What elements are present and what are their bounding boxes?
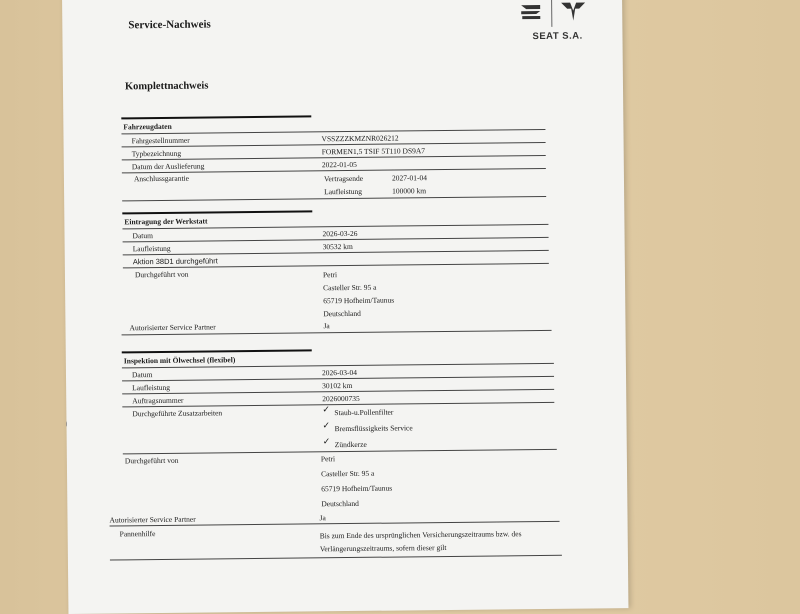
extra-work-item: Staub-u.Pollenfilter — [334, 407, 394, 418]
inspection-performed-by-label: Durchgeführt von — [124, 455, 179, 466]
brand-text: SEAT S.A. — [532, 30, 583, 43]
row-divider — [110, 555, 562, 561]
document-page — [62, 0, 628, 614]
section-title-vehicle: Fahrzeugdaten — [123, 121, 172, 132]
delivery-date-label: Datum der Auslieferung — [131, 161, 205, 172]
guarantee-end-label: Vertragsende — [323, 173, 364, 184]
workshop-date-value: 2026-03-26 — [322, 228, 358, 239]
vin-label: Fahrgestellnummer — [131, 135, 190, 146]
row-divider — [123, 449, 557, 455]
guarantee-end-value: 2027-01-04 — [391, 173, 427, 183]
extra-work-label: Durchgeführte Zusatzarbeiten — [132, 408, 223, 419]
workshop-action: Aktion 38D1 durchgeführt — [132, 256, 218, 267]
vin-value: VSSZZZKMZNR026212 — [321, 133, 399, 144]
section-rule — [122, 349, 312, 353]
workshop-performer-name: Petri — [322, 270, 338, 280]
section-rule — [121, 115, 311, 119]
order-number-label: Auftragsnummer — [132, 395, 184, 406]
section-title-workshop: Eintragung der Werkstatt — [124, 216, 208, 227]
type-value: FORMEN1,5 TSIF 5T110 DS9A7 — [321, 146, 426, 157]
cupra-logo-icon — [560, 1, 586, 23]
guarantee-label: Anschlussgarantie — [133, 173, 189, 184]
inspection-partner-label: Autorisierter Service Partner — [109, 514, 196, 525]
delivery-date-value: 2022-01-05 — [321, 159, 357, 170]
breakdown-label: Pannenhilfe — [119, 529, 156, 539]
inspection-mileage-label: Laufleistung — [132, 382, 171, 393]
workshop-mileage-value: 30532 km — [322, 241, 353, 252]
page-title: Komplettnachweis — [124, 80, 209, 93]
workshop-mileage-label: Laufleistung — [132, 243, 171, 254]
workshop-performed-by-label: Durchgeführt von — [134, 269, 189, 280]
inspection-partner-value: Ja — [319, 513, 326, 523]
breakdown-text-line2: Verlängerungszeitraums, sofern dieser gilt — [319, 543, 447, 554]
workshop-performer-street: Casteller Str. 95 a — [323, 282, 377, 293]
guarantee-mileage-label: Laufleistung — [324, 186, 363, 197]
workshop-performer-city: 65719 Hofheim/Taunus — [323, 295, 395, 306]
section-rule — [122, 210, 312, 214]
inspection-performer-country: Deutschland — [321, 498, 359, 509]
type-label: Typbezeichnung — [131, 148, 182, 159]
inspection-date-label: Datum — [131, 370, 153, 380]
workshop-performer-country: Deutschland — [323, 308, 361, 319]
inspection-date-value: 2026-03-04 — [321, 367, 358, 378]
document-header-title: Service-Nachweis — [128, 18, 211, 32]
workshop-partner-label: Autorisierter Service Partner — [129, 322, 216, 333]
seat-logo-icon — [520, 3, 542, 21]
row-divider — [122, 196, 546, 201]
inspection-performer-name: Petri — [320, 454, 336, 464]
check-icon: ✓ — [322, 405, 330, 416]
order-number-value: 2026000735 — [322, 393, 360, 404]
extra-work-item: Zündkerze — [334, 439, 367, 450]
inspection-mileage-value: 30102 km — [322, 380, 353, 391]
logo-separator — [551, 0, 552, 27]
check-icon: ✓ — [322, 437, 331, 448]
inspection-performer-city: 65719 Hofheim/Taunus — [321, 483, 393, 494]
workshop-date-label: Datum — [132, 231, 154, 241]
guarantee-mileage-value: 100000 km — [392, 186, 427, 196]
extra-work-item: Bremsflüssigkeits Service — [334, 423, 413, 434]
check-icon: ✓ — [322, 421, 331, 432]
inspection-performer-street: Casteller Str. 95 a — [320, 468, 375, 479]
breakdown-text-line1: Bis zum Ende des ursprünglichen Versicherungszeitraums bzw. des — [319, 529, 522, 541]
section-title-inspection: Inspektion mit Ölwechsel (flexibel) — [123, 355, 236, 366]
workshop-partner-value: Ja — [323, 321, 330, 331]
